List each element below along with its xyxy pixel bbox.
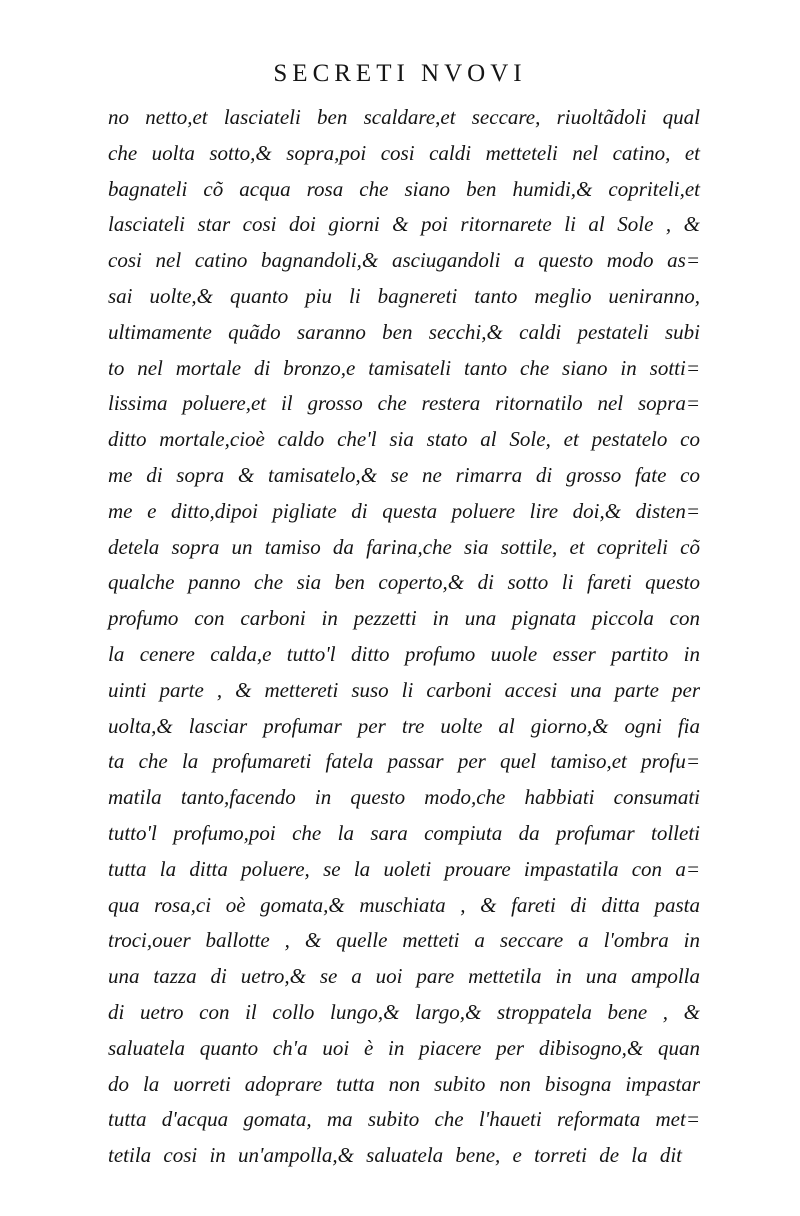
text-line: me e ditto,dipoi pigliate di questa poluere lire doi,& disten= bbox=[108, 498, 700, 523]
text-line: do la uorreti adoprare tutta non subito non bisogna impastar bbox=[108, 1071, 700, 1096]
text-line: saluatela quanto ch'a uoi è in piacere per dibisogno,& quan bbox=[108, 1035, 700, 1060]
text-line: detela sopra un tamiso da farina,che sia sottile, et copriteli cõ bbox=[108, 534, 700, 559]
text-line: una tazza di uetro,& se a uoi pare mettetila in una ampolla bbox=[108, 964, 700, 989]
text-line: tetila cosi in un'ampolla,& saluatela bene, e torreti de la dit bbox=[108, 1143, 682, 1168]
text-line: ultimamente quãdo saranno ben secchi,& caldi pestateli subi bbox=[108, 319, 700, 344]
text-line: cosi nel catino bagnandoli,& asciugandoli a questo modo as= bbox=[108, 248, 700, 273]
text-line: ta che la profumareti fatela passar per quel tamiso,et profu= bbox=[108, 749, 700, 774]
text-line: lasciateli star cosi doi giorni & poi ritornarete li al Sole , & bbox=[108, 212, 700, 237]
text-line: troci,ouer ballotte , & quelle metteti a seccare a l'ombra in bbox=[108, 928, 700, 953]
text-line: uinti parte , & mettereti suso li carboni accesi una parte per bbox=[108, 677, 700, 702]
text-line: matila tanto,facendo in questo modo,che habbiati consumati bbox=[108, 785, 700, 810]
text-line: tutto'l profumo,poi che la sara compiuta da profumar tolleti bbox=[108, 820, 700, 845]
text-line: bagnateli cõ acqua rosa che siano ben humidi,& copriteli,et bbox=[108, 176, 700, 201]
text-line: tutta la ditta poluere, se la uoleti prouare impastatila con a= bbox=[108, 856, 700, 881]
text-line: profumo con carboni in pezzetti in una pignata piccola con bbox=[108, 606, 700, 631]
text-line: qua rosa,ci oè gomata,& muschiata , & fareti di ditta pasta bbox=[108, 892, 700, 917]
text-line: che uolta sotto,& sopra,poi cosi caldi metteteli nel catino, et bbox=[108, 140, 700, 165]
text-line: me di sopra & tamisatelo,& se ne rimarra di grosso fate co bbox=[108, 462, 700, 487]
text-line: to nel mortale di bronzo,e tamisateli tanto che siano in sotti= bbox=[108, 355, 700, 380]
text-line: qualche panno che sia ben coperto,& di sotto li fareti questo bbox=[108, 570, 700, 595]
text-line: di uetro con il collo lungo,& largo,& stroppatela bene , & bbox=[108, 999, 700, 1024]
text-line: uolta,& lasciar profumar per tre uolte al giorno,& ogni fia bbox=[108, 713, 700, 738]
text-line: ditto mortale,cioè caldo che'l sia stato al Sole, et pestatelo co bbox=[108, 427, 700, 452]
text-line: lissima poluere,et il grosso che restera ritornatilo nel sopra= bbox=[108, 391, 700, 416]
text-line: tutta d'acqua gomata, ma subito che l'haueti reformata met= bbox=[108, 1107, 700, 1132]
text-line: la cenere calda,e tutto'l ditto profumo uuole esser partito in bbox=[108, 641, 700, 666]
text-line: no netto,et lasciateli ben scaldare,et seccare, riuoltãdoli qual bbox=[108, 105, 700, 129]
body-text bbox=[108, 100, 708, 1174]
running-head: SECRETI NVOVI bbox=[273, 60, 527, 87]
text-line: sai uolte,& quanto piu li bagnereti tanto meglio ueniranno, bbox=[108, 283, 700, 308]
